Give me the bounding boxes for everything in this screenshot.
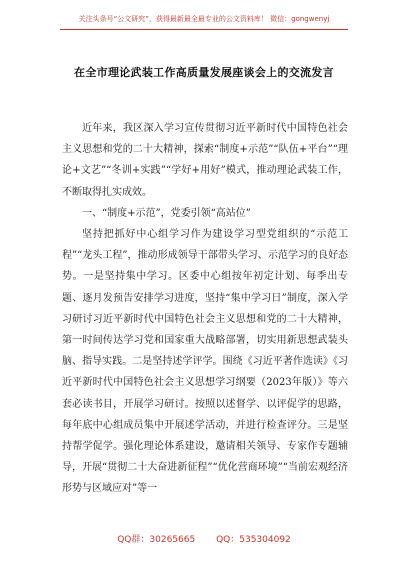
section-heading-1: 一、“制度+示范”，党委引领“高站位” (82, 207, 251, 219)
header-divider (60, 29, 348, 30)
footer-qq: QQ：535304092 (216, 535, 291, 545)
header-banner: 关注头条号“公文研究”，获得最新最全最专业的公文资料库！ 微信：gongwenyj (78, 15, 330, 23)
document-title: 在全市理论武装工作高质量发展座谈会上的交流发言 (74, 66, 334, 79)
intro-paragraph: 近年来，我区深入学习宣传贯彻习近平新时代中国特色社会主义思想和党的二十大精神，探索“制度+示范”“队伍+平台”“理论+文艺”“冬训+实践”“学好+用好”模式，推动理论武装工作，不断取得扎实成效。 (62, 123, 348, 198)
body-paragraph: 坚持把抓好中心组学习作为建设学习型党组织的“示范工程”“龙头工程”，推动形成领导干部带头学习、示范学习的良好态势。一是坚持集中学习。区委中心组按年初定计划、每季出专题、逐月发预告安排学习进度，坚持“集中学习日”制度，深入学习研讨习近平新时代中国特色社会主义思想和党的二十大精神，第一时间传达学习党和国家重大战略部署，切实用新思想武装头脑、指导实践。二是坚持述学评学。围绕《习近平著作选读》《习近平新时代中国特色社会主义思想学习纲要（2023年版）》等六套必读书目，开展学习研讨。按照以述督学、以评促学的思路，每年底中心组成员集中开展述学活动，并进行检查评分。三是坚持帮学促学。强化理论体系建设，邀请相关领导、专家作专题辅导，开展“贯彻二十大奋进新征程”“优化营商环境”“当前宏观经济形势与区域应对”等一 (62, 229, 348, 495)
document-body (62, 118, 348, 500)
footer-contact (0, 532, 408, 545)
footer-qq-group: QQ群：30265665 (117, 535, 196, 545)
